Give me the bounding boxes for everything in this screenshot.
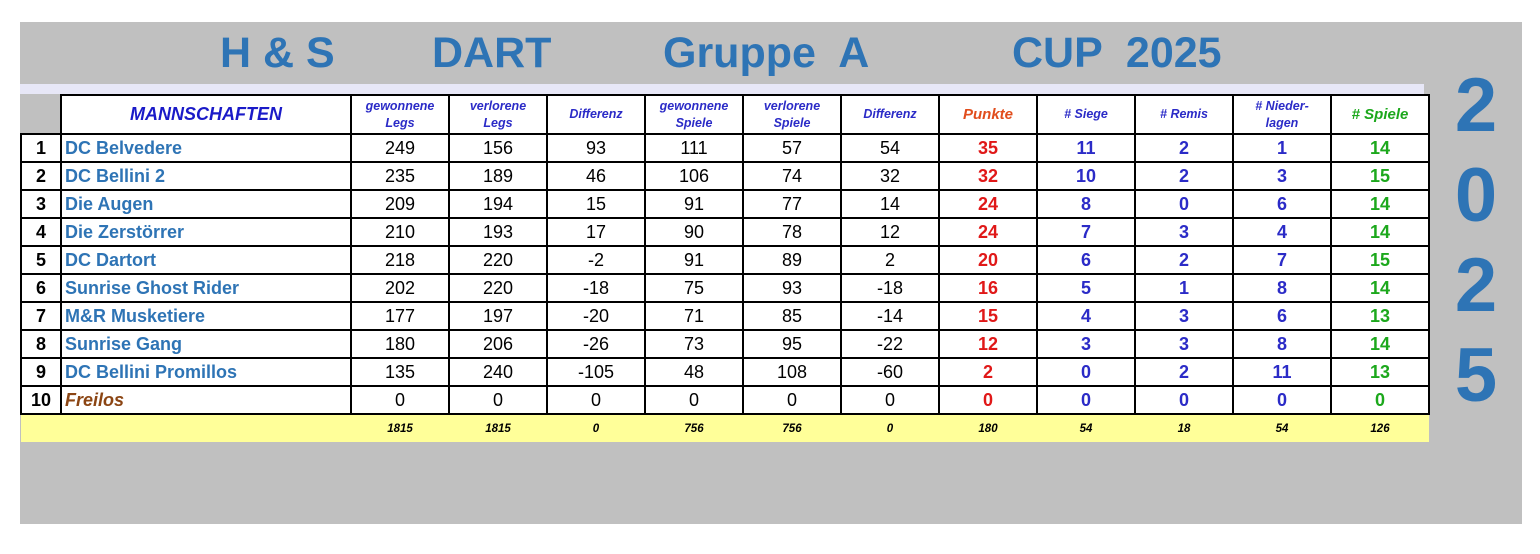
- wins-cell: 4: [1037, 302, 1135, 330]
- draws-cell: 3: [1135, 302, 1233, 330]
- games-lost-cell: 78: [743, 218, 841, 246]
- header-legs-won: gewonnene Legs: [351, 95, 449, 134]
- wins-cell: 0: [1037, 358, 1135, 386]
- losses-cell: 7: [1233, 246, 1331, 274]
- legs-won-cell: 135: [351, 358, 449, 386]
- wins-cell: 7: [1037, 218, 1135, 246]
- title-part-group: Gruppe A: [663, 29, 870, 77]
- games-lost-cell: 57: [743, 134, 841, 162]
- legs-lost-cell: 193: [449, 218, 547, 246]
- games-lost-cell: 89: [743, 246, 841, 274]
- draws-cell: 3: [1135, 330, 1233, 358]
- header-points: Punkte: [939, 95, 1037, 134]
- table-row: [21, 190, 1429, 218]
- legs-lost-cell: 240: [449, 358, 547, 386]
- rank-cell: 5: [21, 246, 61, 274]
- legs-lost-cell: 189: [449, 162, 547, 190]
- games-diff-cell: -14: [841, 302, 939, 330]
- legs-diff-cell: 93: [547, 134, 645, 162]
- legs-diff-cell: -20: [547, 302, 645, 330]
- points-cell: 0: [939, 386, 1037, 414]
- games-won-cell: 73: [645, 330, 743, 358]
- total-legs-won: 1815: [351, 414, 449, 442]
- wins-cell: 0: [1037, 386, 1135, 414]
- team-name-cell: Die Augen: [61, 190, 351, 218]
- wins-cell: 11: [1037, 134, 1135, 162]
- team-name-cell: Sunrise Ghost Rider: [61, 274, 351, 302]
- rank-cell: 6: [21, 274, 61, 302]
- table-row: [21, 302, 1429, 330]
- title-separator: [20, 84, 1424, 94]
- games-lost-cell: 74: [743, 162, 841, 190]
- losses-cell: 3: [1233, 162, 1331, 190]
- legs-lost-cell: 206: [449, 330, 547, 358]
- total-games-won: 756: [645, 414, 743, 442]
- legs-diff-cell: 15: [547, 190, 645, 218]
- games-won-cell: 0: [645, 386, 743, 414]
- legs-won-cell: 180: [351, 330, 449, 358]
- total-points: 180: [939, 414, 1037, 442]
- games-won-cell: 48: [645, 358, 743, 386]
- wins-cell: 6: [1037, 246, 1135, 274]
- games-won-cell: 71: [645, 302, 743, 330]
- losses-cell: 6: [1233, 302, 1331, 330]
- header-legs-diff: Differenz: [547, 95, 645, 134]
- table-row: [21, 274, 1429, 302]
- draws-cell: 3: [1135, 218, 1233, 246]
- games-diff-cell: 32: [841, 162, 939, 190]
- title-part-organizer: H & S: [220, 29, 335, 77]
- draws-cell: 1: [1135, 274, 1233, 302]
- total-games-diff: 0: [841, 414, 939, 442]
- title-part-sport: DART: [432, 29, 552, 77]
- legs-lost-cell: 220: [449, 246, 547, 274]
- played-cell: 14: [1331, 274, 1429, 302]
- rank-cell: 8: [21, 330, 61, 358]
- points-cell: 15: [939, 302, 1037, 330]
- games-won-cell: 91: [645, 246, 743, 274]
- games-lost-cell: 93: [743, 274, 841, 302]
- games-diff-cell: 0: [841, 386, 939, 414]
- title-banner: [20, 22, 1522, 84]
- team-name-cell: DC Dartort: [61, 246, 351, 274]
- draws-cell: 0: [1135, 386, 1233, 414]
- totals-blank-cell: [21, 414, 61, 442]
- legs-won-cell: 177: [351, 302, 449, 330]
- total-draws: 18: [1135, 414, 1233, 442]
- table-row: [21, 134, 1429, 162]
- total-legs-lost: 1815: [449, 414, 547, 442]
- legs-diff-cell: -18: [547, 274, 645, 302]
- legs-lost-cell: 0: [449, 386, 547, 414]
- games-lost-cell: 108: [743, 358, 841, 386]
- losses-cell: 1: [1233, 134, 1331, 162]
- losses-cell: 6: [1233, 190, 1331, 218]
- wins-cell: 5: [1037, 274, 1135, 302]
- table-row: [21, 386, 1429, 414]
- rank-cell: 9: [21, 358, 61, 386]
- standings-sheet: [20, 22, 1522, 524]
- team-name-cell: DC Bellini Promillos: [61, 358, 351, 386]
- header-blank-cell: [21, 95, 61, 134]
- legs-won-cell: 235: [351, 162, 449, 190]
- total-games-lost: 756: [743, 414, 841, 442]
- losses-cell: 11: [1233, 358, 1331, 386]
- total-played: 126: [1331, 414, 1429, 442]
- points-cell: 24: [939, 218, 1037, 246]
- year-digit-1: 2: [1454, 63, 1498, 148]
- rank-cell: 7: [21, 302, 61, 330]
- legs-lost-cell: 197: [449, 302, 547, 330]
- games-diff-cell: 54: [841, 134, 939, 162]
- points-cell: 20: [939, 246, 1037, 274]
- games-won-cell: 111: [645, 134, 743, 162]
- rank-cell: 1: [21, 134, 61, 162]
- points-cell: 16: [939, 274, 1037, 302]
- rank-cell: 10: [21, 386, 61, 414]
- played-cell: 0: [1331, 386, 1429, 414]
- legs-diff-cell: -2: [547, 246, 645, 274]
- draws-cell: 0: [1135, 190, 1233, 218]
- played-cell: 14: [1331, 190, 1429, 218]
- played-cell: 14: [1331, 218, 1429, 246]
- games-diff-cell: -18: [841, 274, 939, 302]
- total-wins: 54: [1037, 414, 1135, 442]
- wins-cell: 3: [1037, 330, 1135, 358]
- year-digit-3: 2: [1454, 243, 1498, 328]
- legs-won-cell: 202: [351, 274, 449, 302]
- totals-blank-cell: [61, 414, 351, 442]
- points-cell: 32: [939, 162, 1037, 190]
- games-lost-cell: 85: [743, 302, 841, 330]
- points-cell: 24: [939, 190, 1037, 218]
- games-lost-cell: 95: [743, 330, 841, 358]
- legs-lost-cell: 156: [449, 134, 547, 162]
- team-name-cell: M&R Musketiere: [61, 302, 351, 330]
- header-team: MANNSCHAFTEN: [61, 95, 351, 134]
- legs-won-cell: 210: [351, 218, 449, 246]
- table-row: [21, 162, 1429, 190]
- legs-diff-cell: 46: [547, 162, 645, 190]
- losses-cell: 8: [1233, 274, 1331, 302]
- games-lost-cell: 0: [743, 386, 841, 414]
- table-row: [21, 330, 1429, 358]
- played-cell: 14: [1331, 330, 1429, 358]
- legs-lost-cell: 220: [449, 274, 547, 302]
- standings-table: [20, 94, 1430, 442]
- legs-won-cell: 218: [351, 246, 449, 274]
- team-name-cell: DC Belvedere: [61, 134, 351, 162]
- rank-cell: 4: [21, 218, 61, 246]
- legs-diff-cell: 0: [547, 386, 645, 414]
- draws-cell: 2: [1135, 246, 1233, 274]
- legs-diff-cell: -26: [547, 330, 645, 358]
- legs-won-cell: 209: [351, 190, 449, 218]
- games-diff-cell: -22: [841, 330, 939, 358]
- wins-cell: 10: [1037, 162, 1135, 190]
- draws-cell: 2: [1135, 162, 1233, 190]
- draws-cell: 2: [1135, 134, 1233, 162]
- team-name-cell: Die Zerstörrer: [61, 218, 351, 246]
- rank-cell: 3: [21, 190, 61, 218]
- games-won-cell: 106: [645, 162, 743, 190]
- header-wins: # Siege: [1037, 95, 1135, 134]
- table-row: [21, 358, 1429, 386]
- played-cell: 13: [1331, 302, 1429, 330]
- games-diff-cell: 12: [841, 218, 939, 246]
- legs-diff-cell: -105: [547, 358, 645, 386]
- totals-row: [21, 414, 1429, 442]
- games-won-cell: 90: [645, 218, 743, 246]
- header-legs-lost: verlorene Legs: [449, 95, 547, 134]
- year-digit-2: 0: [1454, 153, 1498, 238]
- table-row: [21, 246, 1429, 274]
- legs-won-cell: 249: [351, 134, 449, 162]
- games-won-cell: 91: [645, 190, 743, 218]
- header-draws: # Remis: [1135, 95, 1233, 134]
- legs-won-cell: 0: [351, 386, 449, 414]
- title-part-cup: CUP 2025: [1012, 29, 1222, 77]
- total-legs-diff: 0: [547, 414, 645, 442]
- draws-cell: 2: [1135, 358, 1233, 386]
- header-games-diff: Differenz: [841, 95, 939, 134]
- header-played: # Spiele: [1331, 95, 1429, 134]
- points-cell: 2: [939, 358, 1037, 386]
- team-name-cell: Sunrise Gang: [61, 330, 351, 358]
- points-cell: 35: [939, 134, 1037, 162]
- played-cell: 14: [1331, 134, 1429, 162]
- legs-lost-cell: 194: [449, 190, 547, 218]
- played-cell: 13: [1331, 358, 1429, 386]
- losses-cell: 4: [1233, 218, 1331, 246]
- legs-diff-cell: 17: [547, 218, 645, 246]
- losses-cell: 8: [1233, 330, 1331, 358]
- rank-cell: 2: [21, 162, 61, 190]
- points-cell: 12: [939, 330, 1037, 358]
- total-losses: 54: [1233, 414, 1331, 442]
- header-games-won: gewonnene Spiele: [645, 95, 743, 134]
- table-row: [21, 218, 1429, 246]
- games-lost-cell: 77: [743, 190, 841, 218]
- games-diff-cell: 14: [841, 190, 939, 218]
- team-name-cell: DC Bellini 2: [61, 162, 351, 190]
- games-won-cell: 75: [645, 274, 743, 302]
- header-games-lost: verlorene Spiele: [743, 95, 841, 134]
- games-diff-cell: 2: [841, 246, 939, 274]
- header-losses: # Nieder- lagen: [1233, 95, 1331, 134]
- played-cell: 15: [1331, 246, 1429, 274]
- team-name-cell: Freilos: [61, 386, 351, 414]
- year-digit-4: 5: [1454, 333, 1498, 418]
- wins-cell: 8: [1037, 190, 1135, 218]
- games-diff-cell: -60: [841, 358, 939, 386]
- losses-cell: 0: [1233, 386, 1331, 414]
- header-row: [21, 95, 1429, 134]
- played-cell: 15: [1331, 162, 1429, 190]
